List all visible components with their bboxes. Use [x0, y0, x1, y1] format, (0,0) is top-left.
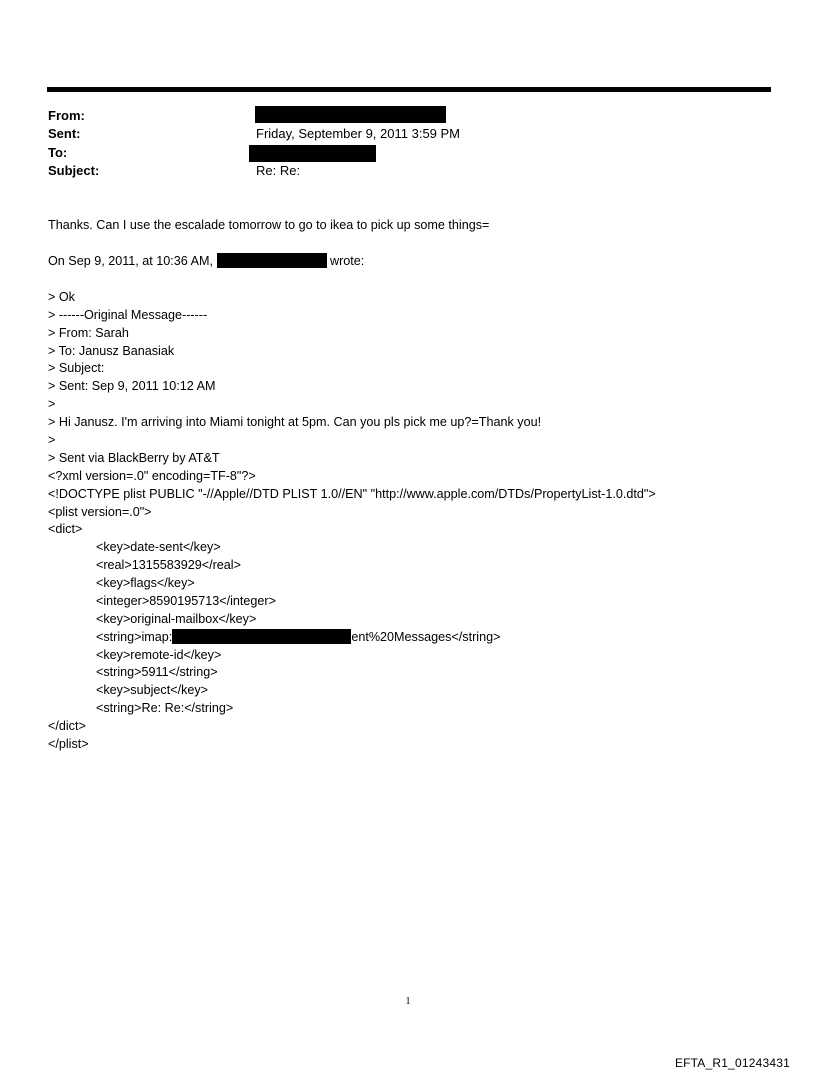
quoted-line: > From: Sarah: [48, 326, 129, 340]
sent-value: Friday, September 9, 2011 3:59 PM: [256, 126, 461, 141]
page-number: 1: [405, 996, 411, 1007]
xml-declaration: <?xml version=.0" encoding=TF-8"?>: [48, 469, 256, 483]
dict-item: <key>original-mailbox</key>: [96, 612, 257, 626]
imap-suffix: ent%20Messages</string>: [351, 630, 501, 644]
sent-label: Sent:: [48, 126, 81, 141]
message-greeting: Thanks. Can I use the escalade tomorrow to go to ikea to pick up some things=: [48, 218, 490, 232]
reply-attribution: [48, 253, 364, 269]
quoted-line: > Ok: [48, 290, 75, 304]
quoted-line: >: [48, 433, 56, 447]
imap-prefix: <string>imap:: [96, 630, 173, 644]
attribution-suffix: wrote:: [326, 254, 365, 268]
plist-close: </plist>: [48, 737, 89, 751]
from-redaction: [255, 106, 446, 123]
quoted-line: > ------Original Message------: [48, 308, 208, 322]
from-label: From:: [48, 108, 85, 123]
to-redaction: [249, 145, 376, 162]
to-label: To:: [48, 145, 68, 160]
header-rule: [47, 87, 771, 92]
sender-redaction: [217, 253, 327, 268]
document-id: EFTA_R1_01243431: [674, 1056, 790, 1070]
dict-item: <integer>8590195713</integer>: [96, 594, 276, 608]
quoted-line: > To: Janusz Banasiak: [48, 344, 175, 358]
attribution-prefix: On Sep 9, 2011, at 10:36 AM,: [48, 254, 213, 268]
subject-value: Re: Re:: [256, 163, 301, 178]
dict-item: <key>subject</key>: [96, 683, 209, 697]
imap-mailbox-line: [96, 629, 500, 645]
quoted-line: > Hi Janusz. I'm arriving into Miami tonight at 5pm. Can you pls pick me up?=Thank you!: [48, 415, 542, 429]
quoted-line: > Sent via BlackBerry by AT&T: [48, 451, 220, 465]
dict-item: <key>date-sent</key>: [96, 540, 221, 554]
dict-open: <dict>: [48, 522, 83, 536]
dict-item: <string>5911</string>: [96, 665, 218, 679]
dict-close: </dict>: [48, 719, 86, 733]
plist-open: <plist version=.0">: [48, 505, 152, 519]
xml-doctype: <!DOCTYPE plist PUBLIC "-//Apple//DTD PLIST 1.0//EN" "http://www.apple.com/DTDs/PropertyList-1.0.dtd">: [48, 487, 656, 501]
mailbox-redaction: [172, 629, 351, 644]
quoted-line: > Sent: Sep 9, 2011 10:12 AM: [48, 379, 216, 393]
quoted-line: > Subject:: [48, 361, 105, 375]
quoted-line: >: [48, 397, 56, 411]
dict-item: <key>flags</key>: [96, 576, 195, 590]
subject-label: Subject:: [48, 163, 100, 178]
dict-item: <key>remote-id</key>: [96, 648, 222, 662]
dict-item: <real>1315583929</real>: [96, 558, 241, 572]
dict-item: <string>Re: Re:</string>: [96, 701, 234, 715]
